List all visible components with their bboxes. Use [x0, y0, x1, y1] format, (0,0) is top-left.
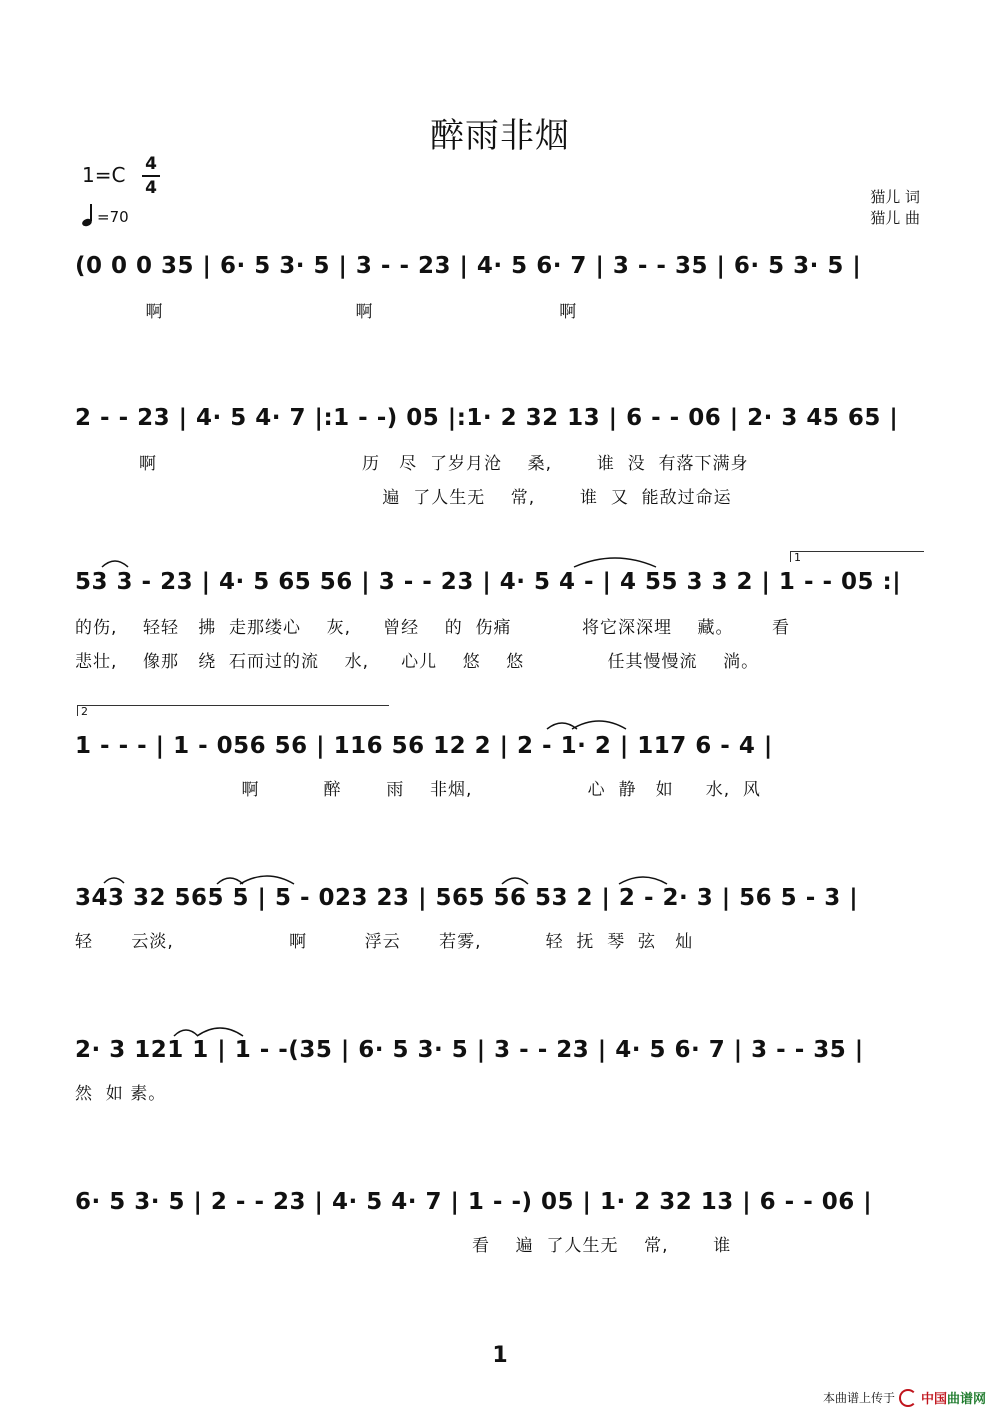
first-ending-label: 1 — [794, 551, 801, 564]
tempo-marking — [82, 204, 129, 226]
site-logo-icon — [899, 1389, 917, 1407]
time-signature-top: 4 — [145, 154, 157, 174]
music-line-1: (0 0 0 35 | 6· 5 3· 5 | 3 - - 23 | 4· 5 6· 7 | 3 - - 35 | 6· 5 3· 5 | — [75, 253, 862, 279]
lyric-line-7a: 看 遍 了人生无 常, 谁 — [75, 1236, 732, 1256]
lyricist-credit: 猫儿 词 — [870, 188, 920, 206]
slur-arc — [102, 873, 126, 885]
composer-credit: 猫儿 曲 — [870, 209, 920, 227]
slur-arc — [238, 870, 296, 886]
music-line-3: 53 3 - 23 | 4· 5 65 56 | 3 - - 23 | 4· 5 4 - | 4 55 3 3 2 | 1 - - 05 :| — [75, 569, 902, 595]
site-logo-part-a: 中国 — [920, 1392, 947, 1407]
time-signature — [142, 154, 160, 198]
site-logo[interactable] — [921, 1388, 986, 1407]
slur-arc — [195, 1022, 245, 1038]
slur-arc — [570, 715, 628, 731]
footer-text: 本曲谱上传于 — [822, 1391, 895, 1405]
lyric-line-6a: 然 如 素。 — [75, 1084, 167, 1104]
second-ending-label: 2 — [81, 705, 88, 718]
music-line-5: 343 32 565 5 | 5 - 023 23 | 565 56 53 2 | 2 - 2· 3 | 56 5 - 3 | — [75, 885, 859, 911]
footer-credit — [823, 1388, 986, 1407]
lyric-line-2b: 遍 了人生无 常, 谁 又 能敌过命运 — [75, 488, 732, 508]
music-line-2: 2 - - 23 | 4· 5 4· 7 |:1 - -) 05 |:1· 2 32 13 | 6 - - 06 | 2· 3 45 65 | — [75, 405, 899, 431]
key-signature: 1=C — [82, 163, 126, 187]
page-title: 醉雨非烟 — [430, 116, 570, 156]
slur-arc — [617, 872, 669, 886]
music-line-6: 2· 3 121 1 | 1 - -(35 | 6· 5 3· 5 | 3 - - 23 | 4· 5 6· 7 | 3 - - 35 | — [75, 1037, 864, 1063]
lyric-line-2a: 啊 历 尽 了岁月沧 桑, 谁 没 有落下满身 — [75, 454, 749, 474]
lyric-line-3a: 的伤, 轻轻 拂 走那缕心 灰, 曾经 的 伤痛 将它深深埋 藏。 看 — [75, 618, 790, 638]
lyric-line-1a: 啊 啊 啊 — [75, 302, 578, 322]
lyric-line-4a: 啊 醉 雨 非烟, 心 静 如 水, 风 — [75, 780, 761, 800]
credits — [870, 187, 920, 229]
slur-arc — [100, 555, 130, 569]
second-ending-bracket — [77, 705, 389, 716]
music-line-7: 6· 5 3· 5 | 2 - - 23 | 4· 5 4· 7 | 1 - -) 05 | 1· 2 32 13 | 6 - - 06 | — [75, 1189, 873, 1215]
quarter-note-icon — [82, 204, 94, 226]
tempo-value: =70 — [97, 208, 129, 226]
music-line-4: 1 - - - | 1 - 056 56 | 116 56 12 2 | 2 - 1· 2 | 117 6 - 4 | — [75, 733, 773, 759]
lyric-line-3b: 悲壮, 像那 绕 石而过的流 水, 心儿 悠 悠 任其慢慢流 淌。 — [75, 652, 760, 672]
lyric-line-5a: 轻 云淡, 啊 浮云 若雾, 轻 抚 琴 弦 灿 — [75, 932, 694, 952]
site-logo-part-b: 曲谱网 — [946, 1392, 986, 1407]
slur-arc — [572, 553, 658, 569]
first-ending-bracket — [790, 551, 924, 562]
page-number: 1 — [492, 1343, 508, 1368]
slur-arc — [500, 872, 530, 886]
time-signature-bottom: 4 — [145, 178, 157, 198]
